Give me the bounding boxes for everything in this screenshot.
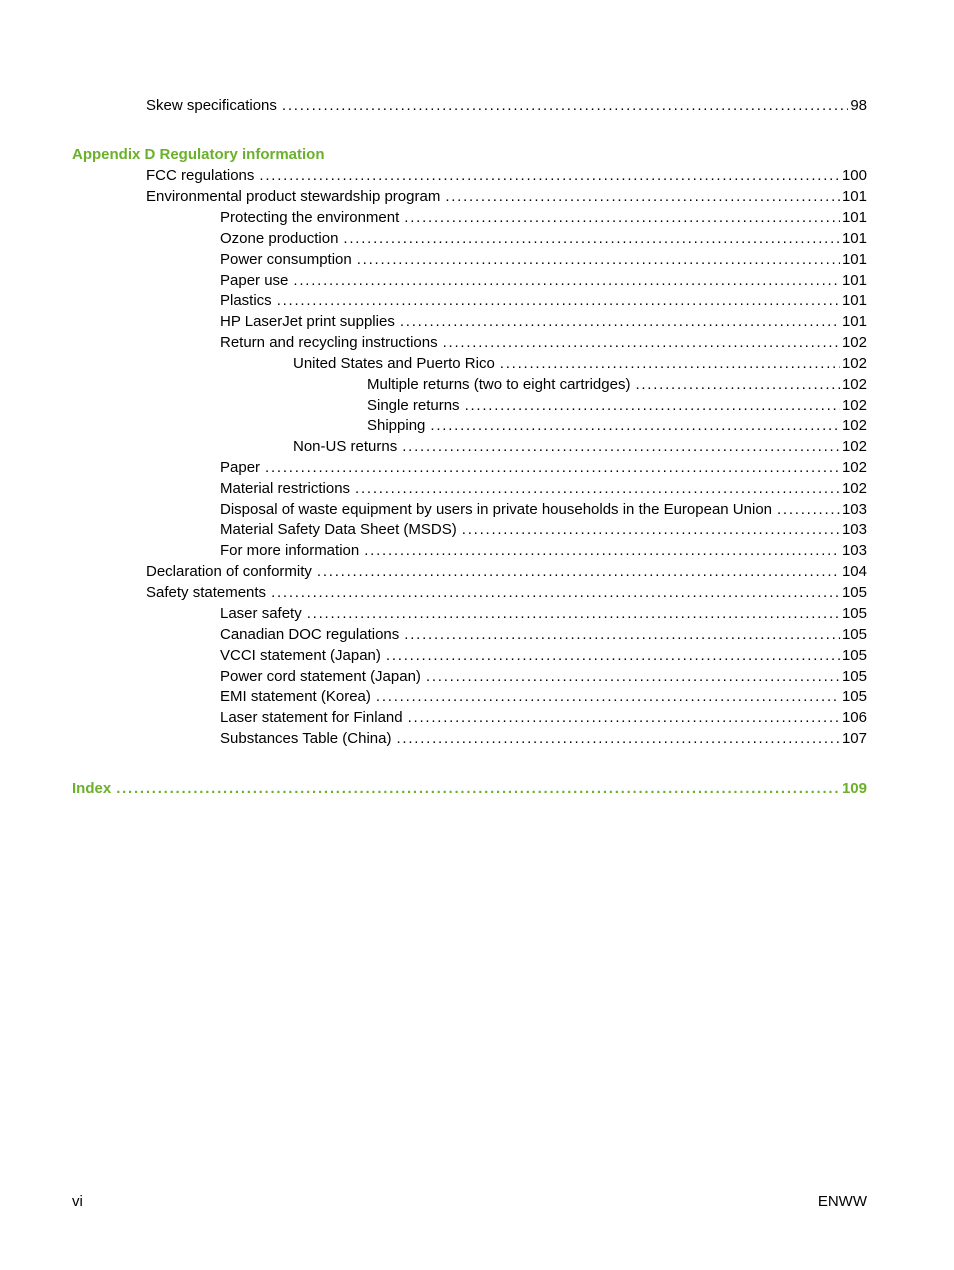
toc-entry-page: 106 [841,709,867,726]
toc-entry-page: 98 [850,97,867,114]
toc-entry-title: Disposal of waste equipment by users in private households in the European Union [220,501,772,518]
toc-entry[interactable] [220,291,867,311]
toc-entry-title: Ozone production [220,230,339,247]
toc-entry-page: 101 [841,209,867,226]
toc-entry[interactable] [367,375,867,395]
toc-entry-page: 105 [841,668,867,685]
footer-label: ENWW [817,1193,867,1210]
toc-entry-title: FCC regulations [146,167,255,184]
toc-entry[interactable] [220,229,867,249]
dot-leader [343,229,840,249]
toc-entry[interactable] [146,96,867,116]
toc-entry-title: Protecting the environment [220,209,400,226]
toc-entry[interactable] [220,333,867,353]
dot-leader [404,625,840,645]
toc-entry-page: 101 [841,230,867,247]
toc-entry-title: Power consumption [220,251,352,268]
toc-entry[interactable] [146,187,867,207]
dot-leader [265,458,840,478]
toc-entry[interactable] [146,166,867,186]
toc-entry[interactable] [220,479,867,499]
toc-entry-page: 101 [841,292,867,309]
dot-leader [408,708,840,728]
toc-entry-page: 104 [841,563,867,580]
toc-entry-title: Power cord statement (Japan) [220,668,421,685]
toc-entry-title: Plastics [220,292,272,309]
dot-leader [307,604,840,624]
toc-entry-title: Laser safety [220,605,302,622]
toc-entry[interactable] [220,312,867,332]
toc-entry[interactable] [367,416,867,436]
toc-entry-page: 102 [841,397,867,414]
toc-entry[interactable] [220,271,867,291]
toc-entry[interactable] [220,520,867,540]
toc-entry-page: 102 [841,438,867,455]
toc-entry-page: 101 [841,188,867,205]
toc-entry[interactable] [220,500,867,520]
toc-entry-title: Paper use [220,272,289,289]
toc-entry[interactable] [293,437,867,457]
toc-entry[interactable] [220,667,867,687]
toc-entry-page: 103 [841,521,867,538]
dot-leader [430,416,840,436]
dot-leader [397,729,840,749]
toc-entry-title: Canadian DOC regulations [220,626,400,643]
toc-entry-page: 102 [841,355,867,372]
dot-leader [402,437,840,457]
toc-entry[interactable] [220,729,867,749]
dot-leader [635,375,840,395]
toc-entry-page: 105 [841,647,867,664]
toc-entry-page: 101 [841,313,867,330]
toc-entry-page: 101 [841,272,867,289]
toc-entry-title: HP LaserJet print supplies [220,313,395,330]
dot-leader [364,541,840,561]
dot-leader [259,166,840,186]
dot-leader [293,271,840,291]
dot-leader [357,250,840,270]
toc-entry[interactable] [220,250,867,270]
dot-leader [445,187,840,207]
toc-entry-title: Single returns [367,397,460,414]
toc-entry-title: Paper [220,459,261,476]
toc-entry-title: Laser statement for Finland [220,709,403,726]
toc-entry[interactable] [220,646,867,666]
toc-entry-page: 103 [841,501,867,518]
dot-leader [777,500,840,520]
toc-entry-title: Declaration of conformity [146,563,312,580]
appendix-heading[interactable]: Appendix D Regulatory information [72,146,325,163]
toc-entry-page: 103 [841,542,867,559]
toc-entry-page: 101 [841,251,867,268]
toc-entry-page: 102 [841,417,867,434]
toc-entry-page: 102 [841,480,867,497]
toc-entry[interactable] [220,708,867,728]
toc-entry-page: 105 [841,626,867,643]
toc-entry-title: Skew specifications [146,97,277,114]
toc-entry-title: EMI statement (Korea) [220,688,371,705]
toc-entry-title: For more information [220,542,360,559]
toc-entry-title: Substances Table (China) [220,730,392,747]
toc-entry[interactable] [146,562,867,582]
toc-entry-page: 107 [841,730,867,747]
dot-leader [500,354,840,374]
dot-leader [355,479,840,499]
toc-entry-title: Environmental product stewardship program [146,188,441,205]
toc-entry[interactable] [220,541,867,561]
toc-entry-title: Multiple returns (two to eight cartridges) [367,376,631,393]
toc-entry-page: 105 [841,605,867,622]
dot-leader [462,520,840,540]
toc-entry[interactable] [220,208,867,228]
toc-entry[interactable] [367,396,867,416]
toc-entry[interactable] [220,604,867,624]
toc-entry[interactable] [293,354,867,374]
toc-entry[interactable] [146,583,867,603]
toc-entry-page: 102 [841,376,867,393]
dot-leader [317,562,840,582]
dot-leader [386,646,840,666]
toc-entry-page: 105 [841,584,867,601]
toc-entry-page: 100 [841,167,867,184]
toc-entry-title: Non-US returns [293,438,398,455]
dot-leader [400,312,840,332]
dot-leader [271,583,840,603]
toc-entry-title: Material restrictions [220,480,351,497]
index-title: Index [72,780,112,797]
dot-leader [465,396,840,416]
dot-leader [443,333,840,353]
index-page: 109 [841,780,867,797]
toc-entry-page: 105 [841,688,867,705]
toc-entry-title: Return and recycling instructions [220,334,438,351]
dot-leader [282,96,848,116]
toc-index-entry[interactable] [72,779,867,799]
dot-leader [426,667,840,687]
footer-page-number: vi [72,1193,83,1210]
toc-entry-title: VCCI statement (Japan) [220,647,381,664]
toc-entry[interactable] [220,687,867,707]
dot-leader [116,779,840,799]
toc-entry-title: Shipping [367,417,426,434]
toc-entry[interactable] [220,458,867,478]
toc-entry-title: Material Safety Data Sheet (MSDS) [220,521,457,538]
toc-entry[interactable] [220,625,867,645]
toc-entry-page: 102 [841,334,867,351]
dot-leader [277,291,840,311]
toc-entry-title: Safety statements [146,584,267,601]
toc-entry-title: United States and Puerto Rico [293,355,495,372]
dot-leader [404,208,840,228]
dot-leader [376,687,840,707]
toc-entry-page: 102 [841,459,867,476]
